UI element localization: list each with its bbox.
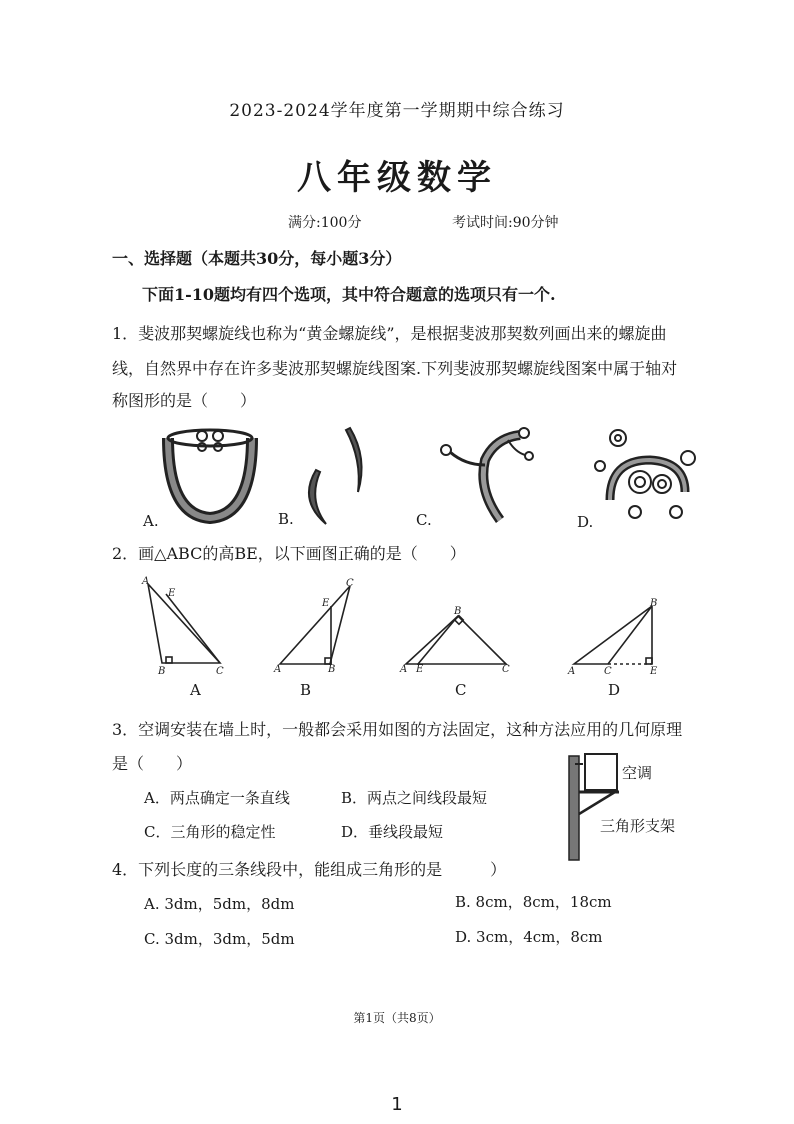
q2-figure-c	[406, 616, 506, 664]
air-conditioner-figure	[565, 752, 625, 864]
q1-option-b: B.	[278, 510, 294, 528]
q1-option-d: D.	[577, 513, 594, 531]
q2d-point-c: C	[604, 666, 612, 677]
full-score: 满分:100分	[288, 215, 362, 231]
q1-figure-c	[441, 428, 533, 520]
q2c-point-c: C	[502, 664, 510, 675]
q4-option-d: D. 3cm，4cm，8cm	[455, 928, 603, 946]
q2-figure-b	[280, 586, 350, 664]
q3-option-d: D．垂线段最短	[341, 823, 444, 841]
q3-line-1: 3．空调安装在墙上时，一般都会采用如图的方法固定，这种方法应用的几何原理	[112, 720, 683, 739]
q2-figure-d	[574, 606, 652, 664]
exam-time: 考试时间:90分钟	[452, 215, 559, 231]
q1-figure-a	[168, 430, 252, 518]
section-heading: 一、选择题（本题共30分，每小题3分）	[112, 249, 402, 268]
q1-line-3: 称图形的是（ ）	[112, 391, 257, 410]
triangle-stand-label: 三角形支架	[600, 817, 676, 835]
q2b-point-c: C	[346, 578, 354, 589]
q2-option-b: B	[300, 681, 312, 699]
q1-option-c: C.	[416, 511, 432, 529]
air-conditioner-label: 空调	[622, 764, 653, 782]
q2c-point-a: A	[400, 664, 408, 675]
q3-option-b: B．两点之间线段最短	[341, 789, 488, 807]
q2c-point-e: E	[416, 664, 424, 675]
q2-stem: 2．画△ABC的高BE，以下画图正确的是（ ）	[112, 544, 466, 563]
page-number: 1	[391, 1094, 403, 1115]
q2d-point-a: A	[568, 666, 576, 677]
q1-figures	[140, 420, 760, 535]
q2a-point-c: C	[216, 666, 224, 677]
q2d-point-e: E	[650, 666, 658, 677]
q2d-point-b: B	[650, 598, 658, 609]
q4-option-a: A. 3dm，5dm，8dm	[144, 895, 295, 913]
q1-line-2: 线，自然界中存在许多斐波那契螺旋线图案.下列斐波那契螺旋线图案中属于轴对	[112, 359, 678, 378]
q4-option-b: B. 8cm，8cm，18cm	[455, 893, 612, 911]
q2-option-c: C	[455, 681, 467, 699]
q1-option-a: A.	[143, 512, 159, 530]
q1-figure-b	[309, 428, 362, 524]
q2b-point-e: E	[322, 598, 330, 609]
q3-line-2: 是（ ）	[112, 754, 193, 773]
q1-figure-d	[595, 430, 695, 518]
exam-subtitle: 2023-2024学年度第一学期期中综合练习	[229, 101, 565, 121]
q2-figure-a	[148, 584, 220, 663]
q2b-point-b: B	[328, 664, 336, 675]
q4-stem: 4．下列长度的三条线段中，能组成三角形的是 ）	[112, 860, 507, 879]
q2-option-a: A	[190, 681, 201, 699]
q2-option-d: D	[608, 681, 621, 699]
q4-option-c: C. 3dm，3dm，5dm	[144, 930, 295, 948]
section-instruction: 下面1-10题均有四个选项，其中符合题意的选项只有一个.	[142, 285, 556, 304]
q3-option-c: C．三角形的稳定性	[144, 823, 276, 841]
q2b-point-a: A	[274, 664, 282, 675]
q3-option-a: A．两点确定一条直线	[144, 789, 290, 807]
q2a-point-a: A	[142, 576, 150, 587]
exam-title: 八年级数学	[297, 158, 497, 198]
q2-figures	[130, 576, 690, 681]
q1-line-1: 1．斐波那契螺旋线也称为“黄金螺旋线”，是根据斐波那契数列画出来的螺旋曲	[112, 324, 667, 343]
page-footer: 第1页（共8页）	[353, 1011, 441, 1025]
q2a-point-e: E	[168, 588, 176, 599]
q2a-point-b: B	[158, 666, 166, 677]
q2c-point-b: B	[454, 606, 462, 617]
